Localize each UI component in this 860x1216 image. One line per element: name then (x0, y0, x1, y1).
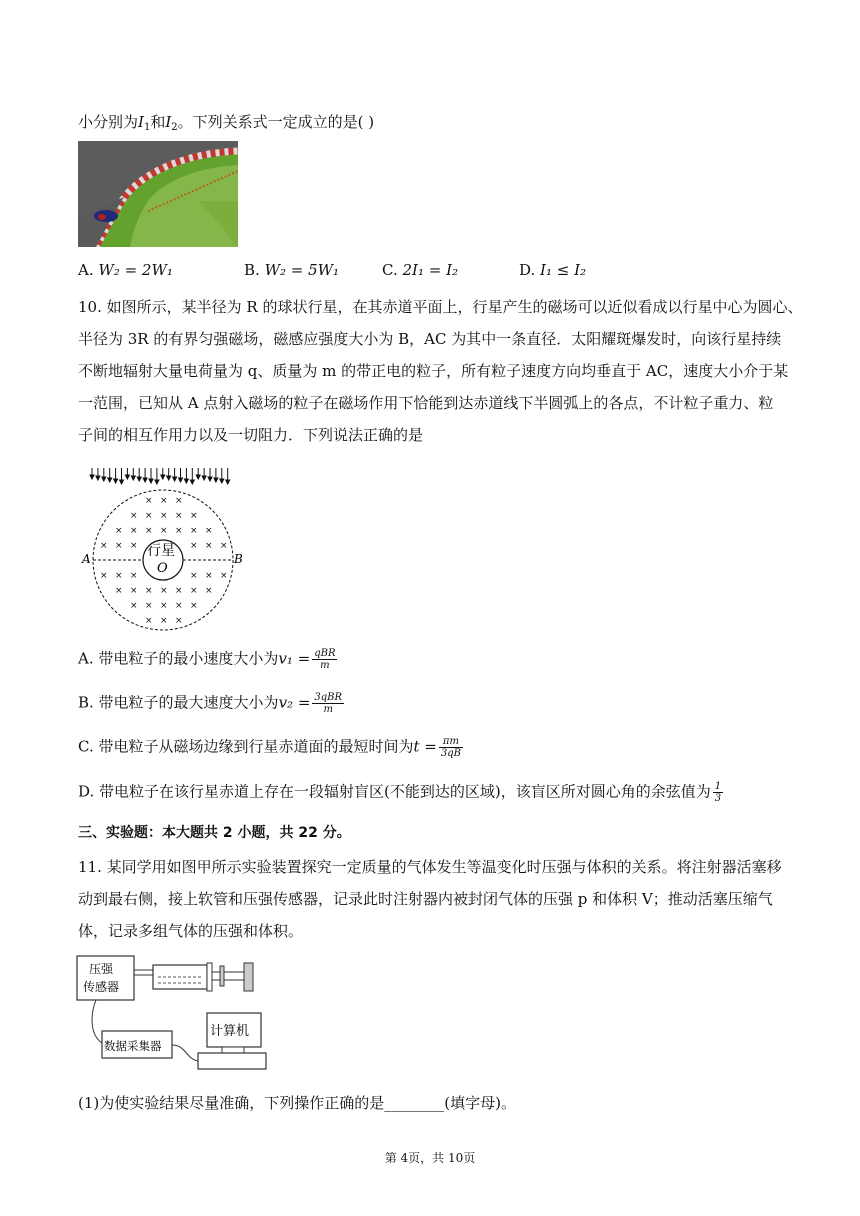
q10-line-3: 不断地辐射大量电荷量为 q、质量为 m 的带正电的粒子，所有粒子速度方向均垂直于 AC，速度大小介于某 (78, 362, 789, 380)
particle-arrow-head (208, 477, 212, 481)
q10-line-5: 子间的相互作用力以及一切阻力．下列说法正确的是 (78, 426, 424, 444)
field-cross: × (145, 586, 153, 596)
particle-arrow-head (220, 479, 224, 483)
field-cross: × (115, 586, 123, 596)
field-cross: × (190, 601, 198, 611)
field-cross: × (100, 541, 108, 551)
field-cross: × (190, 586, 198, 596)
particle-arrow-head (149, 479, 153, 483)
q10-option-c: C. 带电粒子从磁场边缘到行星赤道面的最短时间为t = $\frac{\pi m}{3qB}$ (78, 736, 461, 759)
field-cross: × (145, 601, 153, 611)
field-cross: × (160, 601, 168, 611)
particle-arrow-head (120, 480, 124, 484)
field-cross: × (175, 616, 183, 626)
particle-arrow-head (184, 479, 188, 483)
field-cross: × (160, 526, 168, 536)
apparatus-diagram (76, 955, 276, 1075)
svg-text:传感器: 传感器 (83, 980, 120, 994)
q10-option-b: B. 带电粒子的最大速度大小为v₂ = $\frac{\text{3qBR}}{m}$ (78, 692, 343, 715)
q11-line-2: 动到最右侧，接上软管和压强传感器，记录此时注射器内被封闭气体的压强 p 和体积 V；推动活塞压缩气 (78, 890, 773, 908)
point-b-label: B (234, 552, 243, 566)
field-cross: × (205, 526, 213, 536)
planet-field-diagram (78, 462, 248, 632)
particle-arrow-head (137, 477, 141, 481)
particle-arrow-head (226, 480, 230, 484)
planet-label: 行星 (147, 543, 175, 559)
field-cross: × (145, 616, 153, 626)
q10-line-1: 10. 如图所示，某半径为 R 的球状行星，在其赤道平面上，行星产生的磁场可以近似看成以行星中心为圆心、 (78, 298, 803, 316)
field-cross: × (220, 571, 228, 581)
field-cross: × (145, 496, 153, 506)
svg-text:计算机: 计算机 (210, 1024, 250, 1039)
q11-sub-1: (1)为使实验结果尽量准确，下列操作正确的是________(填字母)。 (78, 1094, 516, 1112)
q9-option-c: C. 2I₁ = I₂ (382, 261, 459, 279)
field-cross: × (130, 541, 138, 551)
center-label: O (157, 561, 168, 576)
q9-option-a: A. W₂ = 2W₁ (78, 261, 173, 279)
field-cross: × (175, 496, 183, 506)
field-cross: × (115, 541, 123, 551)
fraction: $\frac{\text{3qBR}}{m}$ (314, 692, 343, 715)
q10-option-a: A. 带电粒子的最小速度大小为v₁ = $\frac{\text{qBR}}{m}$ (78, 648, 336, 671)
particle-arrow-head (190, 480, 194, 484)
q11-line-3: 体，记录多组气体的压强和体积。 (78, 922, 304, 940)
particle-arrow-head (214, 478, 218, 482)
field-cross: × (115, 526, 123, 536)
field-cross: × (115, 571, 123, 581)
q9-option-b: B. W₂ = 5W₁ (244, 261, 340, 279)
q9-option-d: D. I₁ ≤ I₂ (519, 261, 587, 279)
field-cross: × (160, 511, 168, 521)
field-cross: × (160, 616, 168, 626)
field-cross: × (190, 571, 198, 581)
field-cross: × (220, 541, 228, 551)
field-cross: × (175, 511, 183, 521)
q10-line-4: 一范围，已知从 A 点射入磁场的粒子在磁场作用下恰能到达赤道线下半圆弧上的各点，不计粒子重力、粒 (78, 394, 774, 412)
q10-line-2: 半径为 3R 的有界匀强磁场，磁感应强度大小为 B，AC 为其中一条直径．太阳耀斑爆发时，向该行星持续 (78, 330, 782, 348)
field-cross: × (175, 526, 183, 536)
q10-option-d: D. 带电粒子在该行星赤道上存在一段辐射盲区(不能到达的区域)，该盲区所对圆心角的余弦值为 $\frac{1}{3}$ (78, 781, 722, 804)
particle-arrow-head (179, 478, 183, 482)
particle-arrow-head (196, 475, 200, 479)
particle-arrow-head (108, 478, 112, 482)
race-track-photo (78, 141, 238, 247)
particle-arrow-head (125, 475, 129, 479)
particle-arrow-head (173, 477, 177, 481)
field-cross: × (205, 541, 213, 551)
page-footer: 第 4页，共 10页 (384, 1151, 476, 1165)
field-cross: × (160, 496, 168, 506)
field-cross: × (175, 601, 183, 611)
field-cross: × (160, 586, 168, 596)
particle-arrow-head (161, 475, 165, 479)
particle-arrow-head (131, 476, 135, 480)
q11-line-1: 11. 某同学用如图甲所示实验装置探究一定质量的气体发生等温变化时压强与体积的关系。将注射器活塞移 (78, 858, 782, 876)
fraction: $\frac{1}{3}$ (714, 781, 722, 804)
field-cross: × (130, 601, 138, 611)
q9-intro: 小分别为$I_1$和$I_2$。下列关系式一定成立的是( ) (78, 113, 375, 133)
field-cross: × (130, 526, 138, 536)
field-cross: × (130, 571, 138, 581)
field-cross: × (175, 586, 183, 596)
fraction: $\frac{\text{qBR}}{m}$ (314, 648, 336, 671)
field-cross: × (190, 511, 198, 521)
fraction: $\frac{\pi m}{3qB}$ (440, 736, 461, 759)
field-cross: × (130, 586, 138, 596)
particle-arrow-head (202, 476, 206, 480)
field-cross: × (190, 526, 198, 536)
particle-arrow-head (143, 478, 147, 482)
field-cross: × (145, 511, 153, 521)
field-cross: × (205, 586, 213, 596)
point-a-label: A (82, 552, 91, 566)
particle-arrow-head (96, 476, 100, 480)
field-cross: × (100, 571, 108, 581)
particle-arrow-head (167, 476, 171, 480)
particle-arrow-head (102, 477, 106, 481)
field-cross: × (145, 526, 153, 536)
computer-base (198, 1053, 266, 1069)
field-cross: × (130, 511, 138, 521)
svg-text:压强: 压强 (89, 962, 114, 976)
svg-text:数据采集器: 数据采集器 (104, 1039, 162, 1053)
particle-arrow-head (114, 479, 118, 483)
particle-arrow-head (90, 475, 94, 479)
section-heading: 三、实验题：本大题共 2 小题，共 22 分。 (78, 825, 351, 841)
particle-arrow-head (155, 480, 159, 484)
field-cross: × (190, 541, 198, 551)
field-cross: × (205, 571, 213, 581)
